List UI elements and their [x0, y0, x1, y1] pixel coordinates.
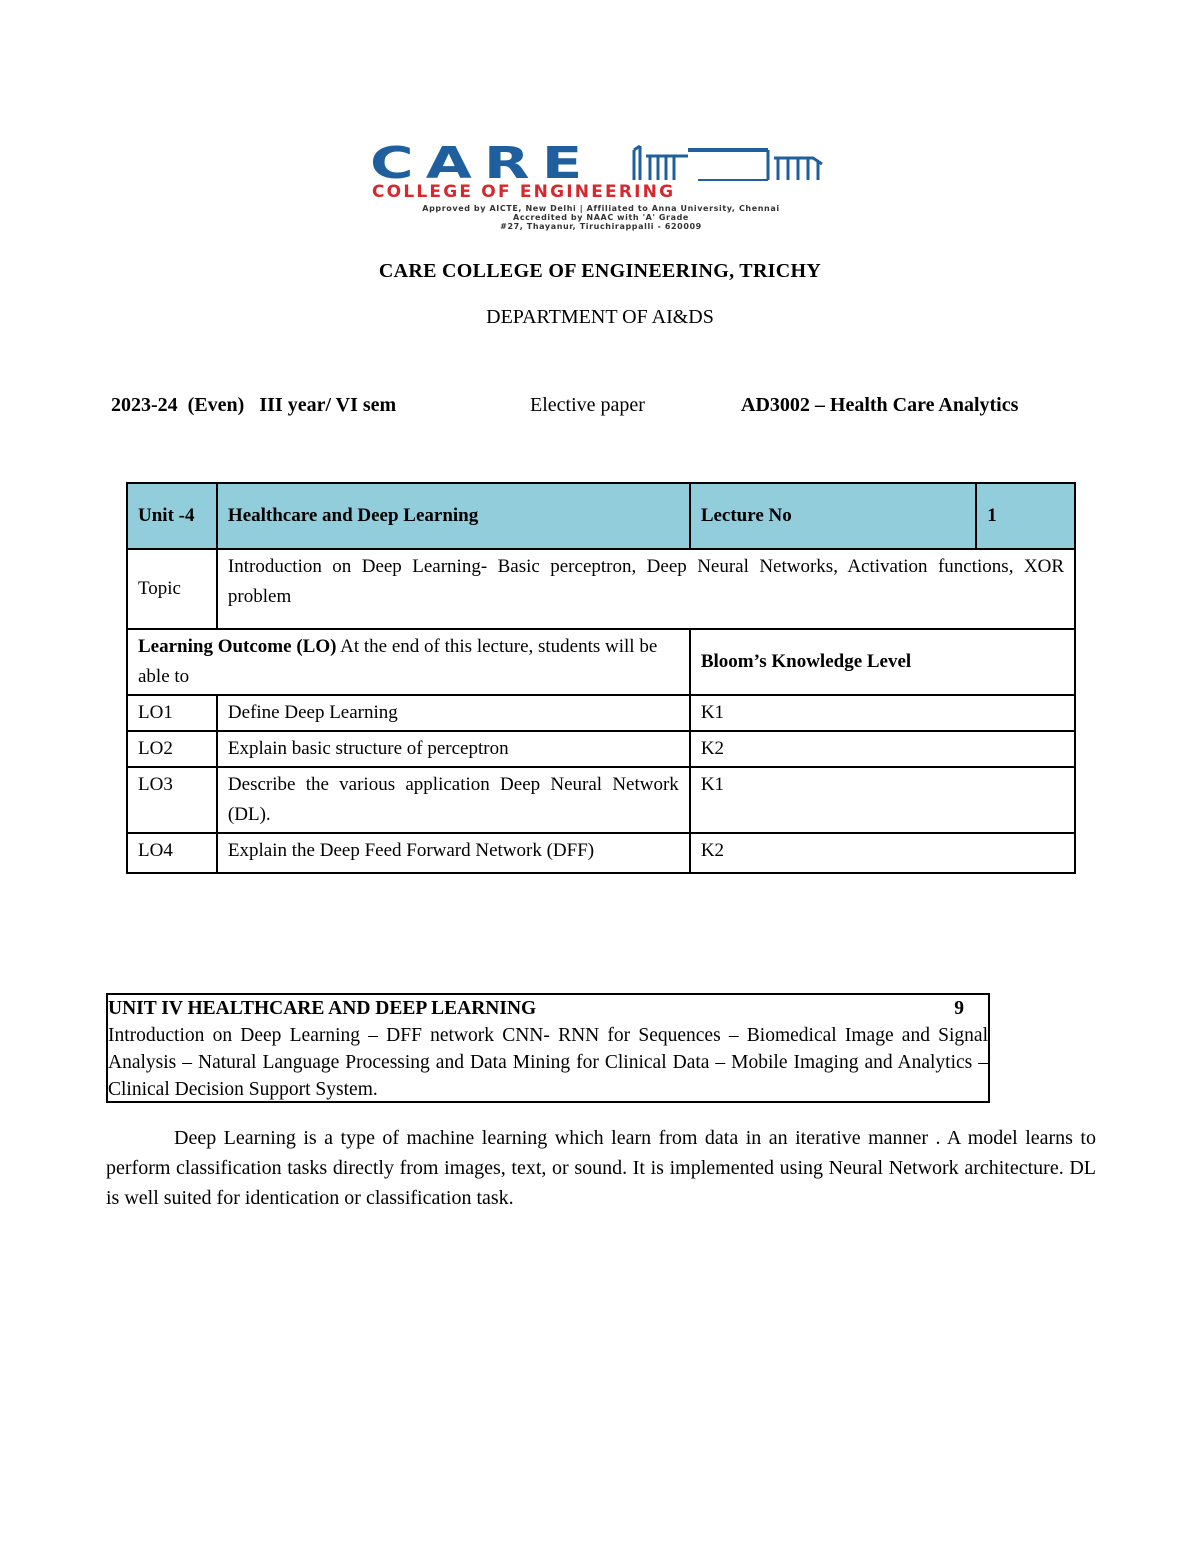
- logo-wordmark: CARE: [370, 138, 595, 189]
- logo-address-line: #27, Thayanur, Tiruchirappalli - 620009: [500, 222, 702, 231]
- outcome-text: Describe the various application Deep Neural Network (DL).: [217, 767, 690, 833]
- unit-label: Unit -4: [127, 483, 217, 549]
- building-icon: [628, 144, 828, 184]
- blooms-level-heading: Bloom’s Knowledge Level: [690, 629, 1075, 695]
- topic-label: Topic: [127, 549, 217, 629]
- syllabus-credits: 9: [954, 998, 964, 1019]
- topic-text: Introduction on Deep Learning- Basic perceptron, Deep Neural Networks, Activation functions, XOR problem: [217, 549, 1075, 629]
- outcome-text: Explain the Deep Feed Forward Network (DFF): [217, 833, 690, 873]
- topic-row: [127, 549, 1075, 629]
- lecture-label: Lecture No: [690, 483, 976, 549]
- outcome-id: LO2: [127, 731, 217, 767]
- outcome-text: Explain basic structure of perceptron: [217, 731, 690, 767]
- outcome-text: Define Deep Learning: [217, 695, 690, 731]
- learning-outcome-heading-bold: Learning Outcome (LO): [138, 636, 337, 657]
- unit-title: Healthcare and Deep Learning: [217, 483, 690, 549]
- department-title: DEPARTMENT OF AI&DS: [486, 306, 714, 328]
- lecture-number: 1: [976, 483, 1075, 549]
- table-row: [127, 731, 1075, 767]
- outcome-id: LO1: [127, 695, 217, 731]
- syllabus-body: Introduction on Deep Learning – DFF network CNN- RNN for Sequences – Biomedical Image and Signal Analysis – Natural Language Processing and Data Mining for Clinical Data – Mobile Imaging and Analytics – Clinical Decision Support System.: [108, 1025, 988, 1100]
- paper-type: Elective paper: [530, 394, 645, 416]
- outcome-level: K2: [690, 731, 1075, 767]
- outcome-level: K1: [690, 695, 1075, 731]
- syllabus-unit-title: UNIT IV HEALTHCARE AND DEEP LEARNING: [108, 998, 537, 1019]
- logo-approval-line: Approved by AICTE, New Delhi | Affiliated to Anna University, Chennai: [422, 204, 780, 213]
- learning-outcome-heading: [127, 629, 690, 695]
- outcome-id: LO4: [127, 833, 217, 873]
- learning-outcome-heading-rest: At the end of this lecture, students will be able to: [138, 636, 658, 687]
- college-logo: [366, 138, 836, 232]
- unit-header-row: [127, 483, 1075, 549]
- year-semester: III year/ VI sem: [259, 394, 397, 416]
- outcome-id: LO3: [127, 767, 217, 833]
- outcome-level: K2: [690, 833, 1075, 873]
- logo-college-name: COLLEGE OF ENGINEERING: [372, 182, 676, 202]
- lecture-plan-table: [126, 482, 1076, 874]
- course-title: AD3002 – Health Care Analytics: [741, 394, 1019, 416]
- learning-outcome-header-row: [127, 629, 1075, 695]
- academic-year: [111, 394, 396, 417]
- college-title: CARE COLLEGE OF ENGINEERING, TRICHY: [378, 260, 822, 282]
- syllabus-box: [106, 993, 990, 1103]
- intro-paragraph: Deep Learning is a type of machine learning which learn from data in an iterative manner . A model learns to perform classification tasks directly from images, text, or sound. It is implemented using Neural Network architecture. DL is well suited for identication or classification task.: [106, 1127, 1096, 1209]
- academic-year-value: 2023-24: [111, 394, 178, 416]
- table-row: [127, 767, 1075, 833]
- logo-accreditation-line: Accredited by NAAC with 'A' Grade: [513, 213, 689, 222]
- table-row: [127, 833, 1075, 873]
- syllabus-heading: [108, 995, 988, 1022]
- outcome-level: K1: [690, 767, 1075, 833]
- academic-term: (Even): [187, 394, 245, 416]
- table-row: [127, 695, 1075, 731]
